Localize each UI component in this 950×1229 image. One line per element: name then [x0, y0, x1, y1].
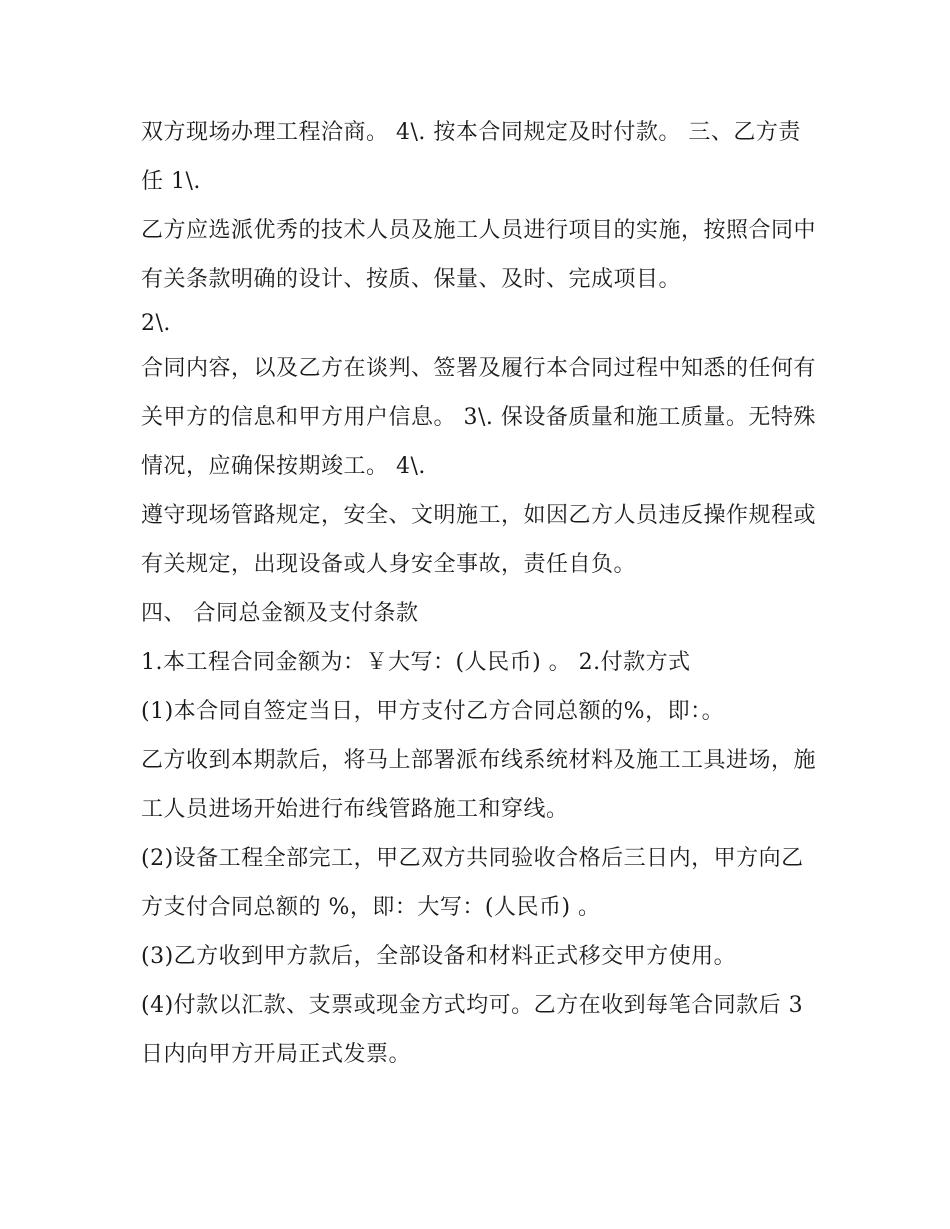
paragraph-site-safety: 遵守现场管路规定，安全、文明施工，如因乙方人员违反操作规程或有关规定，出现设备或人身安全事故，责任自负。 — [141, 503, 817, 577]
paragraph-payment-3: (3)乙方收到甲方款后，全部设备和材料正式移交甲方使用。 — [141, 944, 737, 969]
paragraph-payment-and-duties: 双方现场办理工程洽商。 4\. 按本合同规定及时付款。 三、乙方责任 1\. — [141, 120, 801, 194]
paragraph-contract-amount: 1.本工程合同金额为：￥大写：(人民币) 。 2.付款方式 — [141, 650, 691, 675]
paragraph-confidentiality: 合同内容，以及乙方在谈判、签署及履行本合同过程中知悉的任何有关甲方的信息和甲方用户信息。 3\. 保设备质量和施工质量。无特殊情况，应确保按期竣工。 4\. — [141, 356, 817, 479]
paragraph-staff-assignment: 乙方应选派优秀的技术人员及施工人员进行项目的实施，按照合同中有关条款明确的设计、按质、保量、及时、完成项目。 — [141, 218, 817, 292]
paragraph-materials-entry: 乙方收到本期款后，将马上部署派布线系统材料及施工工具进场，施工人员进场开始进行布线管路施工和穿线。 — [141, 748, 817, 822]
document-body — [141, 108, 821, 1079]
paragraph-item-number: 2\. — [141, 311, 171, 336]
paragraph-payment-2: (2)设备工程全部完工，甲乙双方共同验收合格后三日内，甲方向乙方支付合同总额的 %，即：大写：(人民币) 。 — [141, 846, 804, 920]
paragraph-payment-4: (4)付款以汇款、支票或现金方式均可。乙方在收到每笔合同款后 3 日内向甲方开局正式发票。 — [141, 993, 804, 1067]
paragraph-payment-1: (1)本合同自签定当日，甲方支付乙方合同总额的%，即：。 — [141, 699, 725, 724]
section-heading-contract-amount: 四、 合同总金额及支付条款 — [141, 601, 419, 626]
